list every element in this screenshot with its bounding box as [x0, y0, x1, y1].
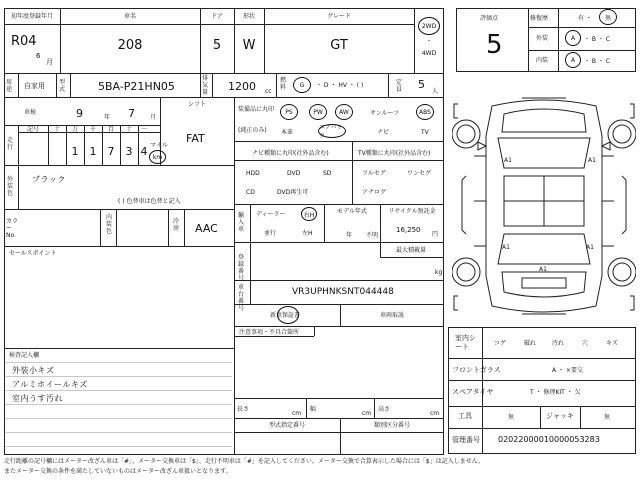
mileage-col-5: 十 — [125, 126, 132, 133]
equip-pw-circle — [309, 104, 327, 120]
mileage-label: 走行 — [7, 137, 14, 151]
fuel-g: G — [299, 81, 305, 89]
exterior-a-circle — [565, 30, 581, 46]
vehicle-manual: 車両取説 — [380, 312, 405, 319]
equip-abs-circle — [416, 104, 434, 120]
navi-sd: SD — [323, 170, 332, 177]
check-line-3: 室内うす汚れ — [12, 394, 63, 403]
windshield-value: A ・ ×要交 — [552, 367, 583, 374]
height-unit: cm — [430, 410, 440, 417]
mileage-col-2: 万 — [71, 126, 78, 133]
mileage-digit-2: 1 — [89, 145, 97, 158]
equip-pw: PW — [313, 108, 323, 116]
equip-abs: ABS — [419, 108, 431, 116]
interior-rest: ・ B ・ C — [584, 58, 611, 65]
navi-label — [252, 150, 329, 157]
use-value: 自家用 — [24, 82, 45, 90]
exterior-rest: ・ B ・ C — [584, 36, 611, 43]
equip-airbag: エアバック — [319, 124, 343, 140]
recycle-unit: 円 — [432, 231, 439, 238]
navi-dvd-play: DVD再生可 — [277, 189, 309, 196]
equip-leather: 本革 — [281, 129, 294, 136]
seat-koge: コゲ — [494, 340, 507, 347]
inspection-month: 7 — [128, 107, 135, 120]
damage-mark-5: A1 — [539, 266, 547, 273]
recycle-label: リサイクル預託金 — [388, 208, 436, 215]
color-note: ( ) 色替車は色替と記入 — [118, 198, 181, 205]
mileage-col-4: 百 — [107, 126, 114, 133]
grade-label: グレード — [326, 13, 351, 20]
damage-mark-3: A1 — [502, 244, 510, 251]
navi-sub: (社外品含む) — [294, 150, 329, 157]
mileage-digit-4: 3 — [125, 145, 133, 158]
first-reg-label: 初年度登録年月 — [10, 13, 53, 20]
import-dealer: ディーラー — [256, 211, 286, 218]
use-label: 用途 — [6, 79, 13, 93]
car-name-value: 208 — [117, 38, 143, 53]
handle-right-circle — [301, 207, 317, 221]
length-label: 長さ — [237, 406, 250, 413]
length-unit: cm — [292, 410, 302, 417]
interior-a-circle — [565, 52, 581, 68]
repair-options: 有 ・ — [578, 15, 592, 22]
handle-left: 左H — [302, 230, 313, 237]
fuel-g-circle — [293, 77, 311, 93]
maxload-label: 最大積載量 — [396, 247, 427, 254]
interior-label: 内装 — [536, 57, 549, 64]
check-label: 検査記入欄 — [9, 352, 40, 359]
tools-value: 無 — [508, 414, 515, 421]
exterior-a: A — [570, 34, 576, 42]
eval-score: 5 — [486, 30, 503, 60]
fuel-options: ・ D ・ HV ・ ( ) — [316, 82, 364, 89]
equip-label: 装備品に丸印 — [238, 106, 275, 113]
equip-sunroof: サンルーフ — [370, 110, 400, 117]
navi-dvd: DVD — [287, 170, 301, 177]
doors-label: ドア — [211, 13, 223, 20]
shift-value: FAT — [186, 132, 205, 145]
mileage-col-3: 千 — [89, 126, 96, 133]
spare-tire-value: T ・ 修理KIT ・ 欠 — [530, 389, 581, 396]
eval-label: 評価点 — [480, 15, 499, 22]
disp-label: 排気量 — [202, 75, 209, 96]
km-unit: km — [152, 153, 163, 161]
equip-airbag-circle — [318, 124, 346, 138]
seat-yogore: 汚れ — [552, 340, 565, 347]
shape-label: 形状 — [242, 13, 255, 20]
navi-hdd: HDD — [246, 170, 260, 177]
capacity-unit: 人 — [432, 88, 439, 95]
width-unit: cm — [362, 410, 372, 417]
car-diagram — [452, 96, 636, 318]
equip-aw-circle — [335, 104, 353, 120]
mileage-col-6: 一 — [140, 126, 147, 133]
disp-value: 1200 — [228, 80, 256, 93]
type-value: 5BA-P21HN05 — [98, 80, 175, 93]
car-name-label: 車名 — [123, 13, 136, 20]
damage-mark-2: A1 — [588, 157, 596, 164]
mgmt-value: 0202200001000005328З — [498, 435, 600, 444]
shape-value: W — [242, 38, 256, 53]
first-reg-month-unit: 月 — [46, 58, 53, 66]
mileage-col-0: 記号 — [26, 126, 39, 133]
model-year-unknown: 不明 — [366, 232, 379, 239]
grade-value: GT — [330, 38, 348, 53]
exterior-label: 外装 — [536, 35, 549, 42]
maxload-unit: kg — [435, 269, 443, 276]
spare-tire-label: スペアタイヤ — [452, 388, 494, 396]
drive-2wd-circle — [418, 17, 440, 35]
seat-yabure: 破れ — [524, 340, 537, 347]
inspection-year-unit: 年 — [104, 114, 111, 121]
import-label: 輸入車 — [238, 212, 245, 233]
width-label: 幅 — [310, 406, 317, 413]
capacity-label: 定員 — [396, 79, 403, 93]
ac-value: AAC — [195, 222, 218, 235]
drive-2wd: 2WD — [421, 22, 437, 30]
seat-kizu: キズ — [606, 340, 618, 347]
first-reg-value: R04 — [11, 34, 37, 49]
equip-tv: TV — [421, 129, 429, 136]
check-line-1: 外装小キズ — [12, 366, 55, 375]
footer-line-1: 走行距離の記号欄にはメーター改ざん車は「#」、メーター交換車は「$」、走行不明車は「#」を記入してください。メーター交換で合算表示した場合には「$」は記入しません。 — [4, 458, 485, 465]
tv-label-text: TV種類に丸印 — [358, 150, 396, 157]
disp-unit: cc — [265, 88, 272, 95]
type-spec-label: 型式指定番号 — [268, 422, 305, 429]
class-label: 類別区分番号 — [373, 422, 410, 429]
height-label: 高さ — [378, 406, 391, 413]
sales-point-label: セールスポイント — [9, 250, 57, 257]
interior-a: A — [570, 56, 576, 64]
color-value: ブラック — [32, 175, 66, 184]
jack-value: 無 — [604, 414, 611, 421]
inspection-label: 車検 — [24, 109, 37, 116]
check-line-2: アルミホイールキズ — [12, 380, 88, 389]
color-label: 外装色 — [7, 176, 14, 197]
equip-navi: ナビ — [377, 129, 390, 136]
tv-sub: (社外品含む) — [395, 150, 431, 157]
handle-right: 右H — [303, 211, 315, 219]
windshield-label: フロントガラス — [452, 366, 501, 374]
jack-label: ジャッキ — [546, 412, 574, 420]
drive-sep: ・ — [425, 38, 432, 45]
damage-mark-4: A1 — [586, 244, 594, 251]
ac-label: 冷房 — [173, 218, 180, 232]
recycle-value: 16,250 — [396, 226, 421, 234]
drive-4wd: 4WD — [421, 50, 437, 57]
repair-none: 無 — [604, 14, 611, 22]
mile-label: マイル — [150, 142, 168, 149]
interior-seat-label: 室内シート — [455, 334, 476, 351]
doors-value: 5 — [212, 38, 222, 53]
tools-label: 工具 — [458, 412, 472, 420]
mileage-digit-1: 1 — [71, 145, 79, 158]
equip-aw: AW — [339, 108, 349, 116]
mileage-col-1: 十 — [53, 126, 60, 133]
repair-label: 修復歴 — [530, 15, 549, 22]
notes-label: 注意事項・不具合箇所 — [239, 329, 300, 336]
new-warranty: 新車保証書 — [270, 312, 301, 319]
equip-ps-circle — [280, 104, 298, 120]
model-year-label: モデル年式 — [337, 208, 367, 215]
first-reg-month: 6 — [36, 52, 41, 60]
tv-fullseg: フルセグ — [362, 170, 386, 177]
import-parallel: 並行 — [264, 230, 277, 237]
tv-analog: アナログ — [362, 189, 387, 196]
model-year-unit: 年 — [346, 232, 353, 239]
chassis-value: VR3UPHNKSNT044448 — [292, 287, 394, 297]
repair-none-circle — [599, 9, 617, 25]
mileage-digit-3: 7 — [107, 145, 115, 158]
mileage-digit-5: 4 — [140, 145, 148, 158]
color-no-label: カラーNo. — [6, 218, 19, 239]
fuel-label: 燃料 — [280, 77, 287, 91]
chassis-label: 車台番号 — [238, 284, 245, 312]
type-label: 型式 — [59, 79, 66, 93]
shift-label: シフト — [188, 101, 207, 108]
navi-label-text: ナビ種類に丸印 — [252, 150, 295, 157]
km-circle — [149, 150, 166, 164]
tv-label — [358, 150, 430, 157]
mgmt-label: 管理番号 — [452, 436, 480, 444]
interior-color-label: 内装色 — [106, 214, 113, 235]
tv-oneseg: ワンセグ — [407, 170, 432, 177]
plate-label: 登録番号 — [238, 254, 245, 282]
seat-ana: 穴 — [582, 340, 589, 347]
inspection-year: 9 — [76, 107, 83, 120]
equip-sub: (純正のみ) — [238, 127, 267, 134]
capacity-value: 5 — [418, 78, 425, 91]
damage-mark-1: A1 — [504, 157, 512, 164]
navi-cd: CD — [246, 189, 255, 196]
footer-line-2: またメーター交換の条件を満たしていないものはメーター改ざん車扱いとなります。 — [4, 468, 232, 475]
inspection-month-unit: 月 — [150, 114, 157, 121]
equip-ps: PS — [285, 108, 293, 116]
